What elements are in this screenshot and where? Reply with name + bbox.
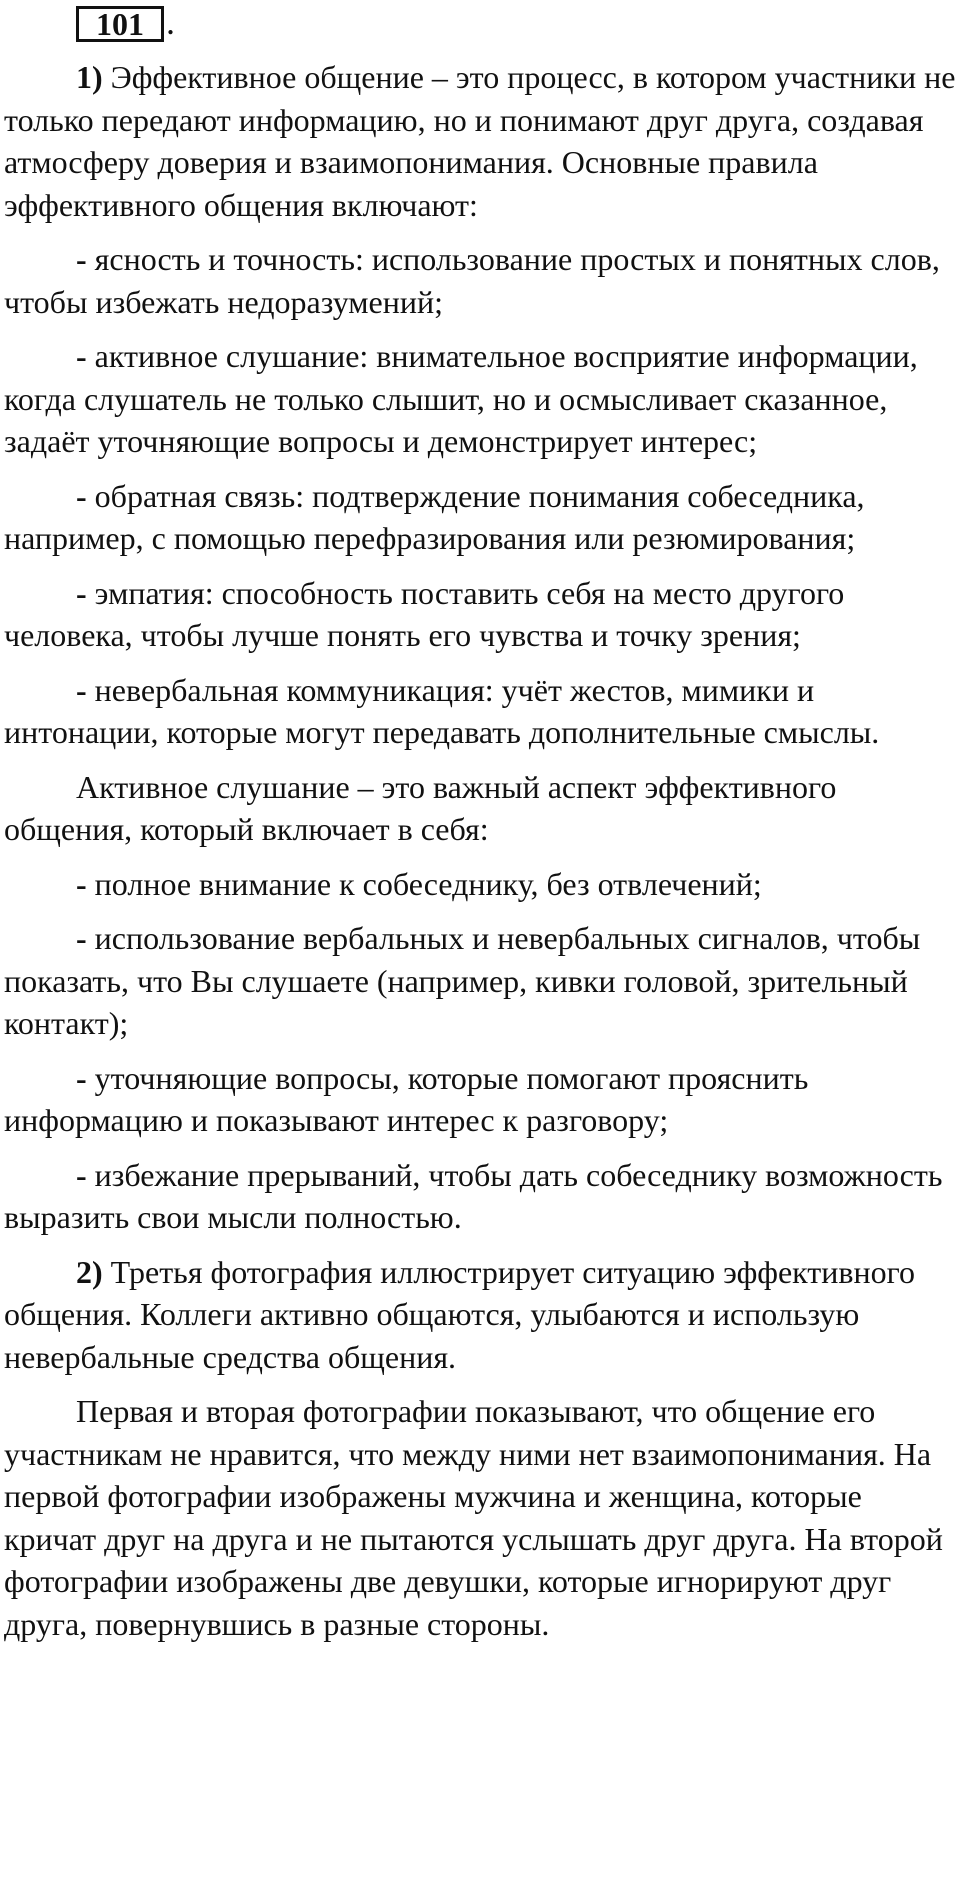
list-item — [4, 917, 956, 1045]
list-marker: - — [76, 865, 87, 902]
list-item — [4, 1057, 956, 1142]
paragraph-photos — [4, 1390, 956, 1645]
exercise-number-box — [76, 6, 164, 42]
list-item-text: активное слушание: внимательное восприятие информации, когда слушатель не только слышит, но и осмысливает сказанное, задаёт уточняющие вопросы и демонстрирует интерес; — [4, 338, 918, 459]
list-marker: - — [76, 1059, 87, 1096]
exercise-number-dot: . — [166, 2, 175, 42]
list-item-text: невербальная коммуникация: учёт жестов, мимики и интонации, которые могут передавать дополнительные смыслы. — [4, 671, 880, 750]
paragraph-2 — [4, 1251, 956, 1379]
list-item-text: использование вербальных и невербальных сигналов, чтобы показать, что Вы слушаете (например, кивки головой, зрительный контакт); — [4, 920, 921, 1041]
paragraph-marker: 1) — [76, 59, 103, 95]
list-marker: - — [76, 241, 87, 277]
list-marker: - — [76, 574, 87, 611]
list-item — [4, 1154, 956, 1239]
list-item-text: полное внимание к собеседнику, без отвлечений; — [86, 865, 762, 902]
list-item-text: ясность и точность: использование простых и понятных слов, чтобы избежать недоразумений; — [4, 241, 940, 320]
list-item-text: уточняющие вопросы, которые помогают прояснить информацию и показывают интерес к разговору; — [4, 1059, 809, 1138]
paragraph-text: Третья фотография иллюстрирует ситуацию эффективного общения. Коллеги активно общаются, улыбаются и использую невербальные средства общения. — [4, 1253, 915, 1375]
list-item — [4, 335, 956, 463]
list-item-text: обратная связь: подтверждение понимания собеседника, например, с помощью перефразирования или резюмирования; — [4, 477, 865, 556]
list-marker: - — [76, 920, 87, 956]
list-item — [4, 572, 956, 657]
paragraph-marker: 2) — [76, 1253, 103, 1290]
list-item — [4, 475, 956, 560]
list-marker: - — [76, 1156, 87, 1193]
paragraph-text: Эффективное общение – это процесс, в котором участники не только передают информацию, но и понимают друг друга, создавая атмосферу доверия и взаимопонимания. Основные правила эффективного общения включают: — [4, 59, 956, 223]
list-marker: - — [76, 671, 87, 708]
paragraph-text: Первая и вторая фотографии показывают, что общение его участникам не нравится, что между ними нет взаимопонимания. На первой фотографии изображены мужчина и женщина, которые кричат друг на друга и не пытаются услышать друг друга. На второй фотографии изображены две девушки, которые игнорируют друг друга, повернувшись в разные стороны. — [4, 1393, 943, 1642]
list-item-text: избежание прерываний, чтобы дать собеседнику возможность выразить свои мысли полностью. — [4, 1156, 943, 1235]
list-item — [4, 669, 956, 754]
exercise-number: 101 — [96, 6, 144, 42]
list-marker: - — [76, 338, 87, 374]
paragraph-1 — [4, 56, 956, 226]
list-item — [4, 863, 956, 906]
paragraph-active-listening — [4, 766, 956, 851]
document-body — [4, 56, 956, 1657]
paragraph-text: Активное слушание – это важный аспект эффективного общения, который включает в себя: — [4, 768, 837, 847]
list-item — [4, 238, 956, 323]
list-item-text: эмпатия: способность поставить себя на место другого человека, чтобы лучше понять его чувства и точку зрения; — [4, 574, 845, 653]
list-marker: - — [76, 477, 87, 514]
